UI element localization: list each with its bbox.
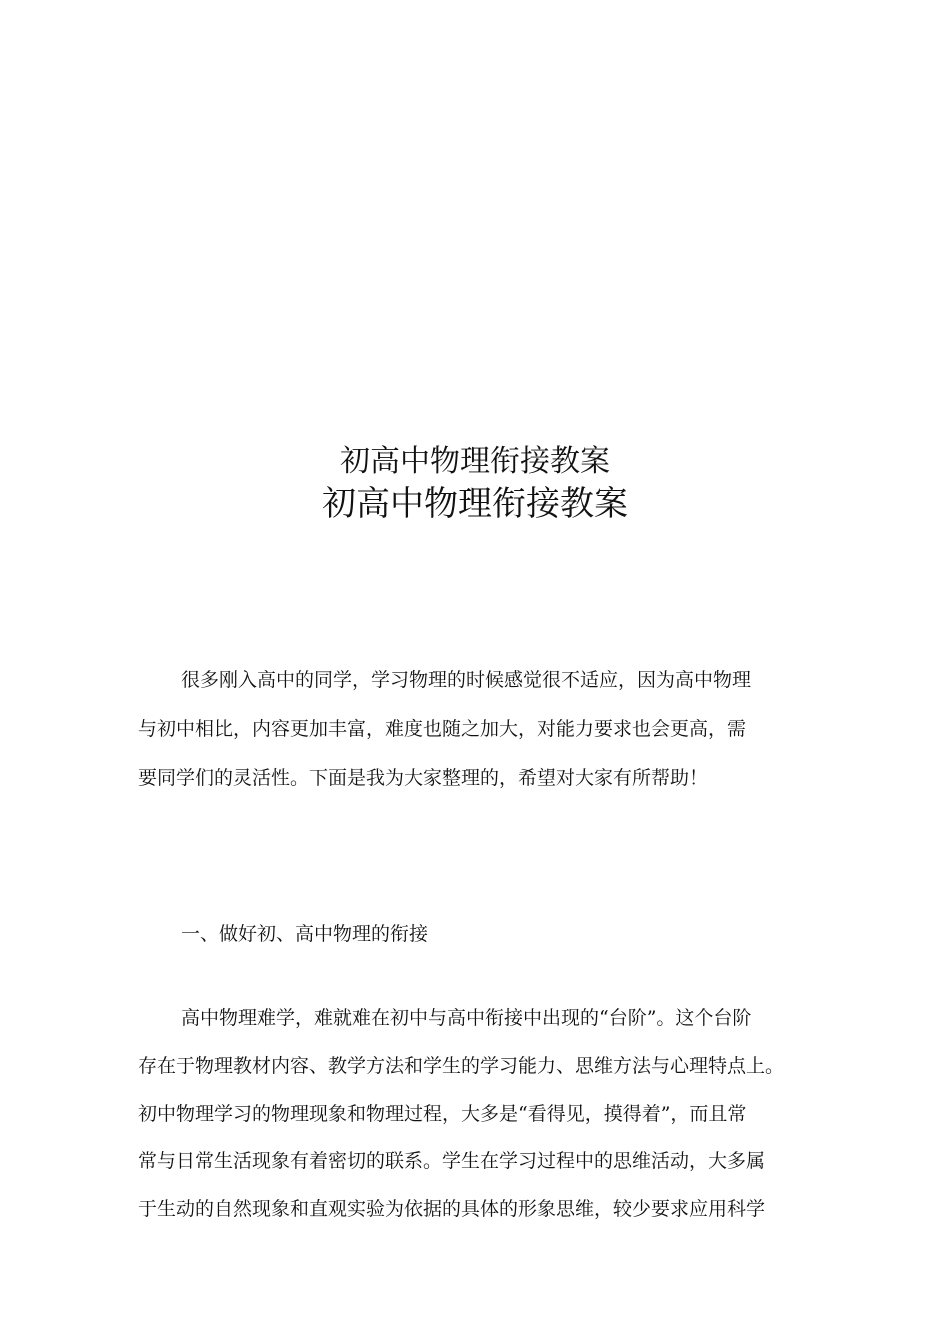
body-line-3: 初中物理学习的物理现象和物理过程，大多是“看得见，摸得着”，而且常 xyxy=(138,1103,747,1125)
body-line-5: 于生动的自然现象和直观实验为依据的具体的形象思维，较少要求应用科学 xyxy=(138,1198,766,1220)
section-heading: 一、做好初、高中物理的衔接 xyxy=(181,923,429,945)
intro-line-1: 很多刚入高中的同学，学习物理的时候感觉很不适应，因为高中物理 xyxy=(181,669,752,691)
intro-line-2: 与初中相比，内容更加丰富，难度也随之加大，对能力要求也会更高，需 xyxy=(138,718,747,740)
document-title-large: 初高中物理衔接教案 xyxy=(322,484,628,524)
document-title: 初高中物理衔接教案 xyxy=(340,444,610,479)
body-line-2: 存在于物理教材内容、教学方法和学生的学习能力、思维方法与心理特点上。 xyxy=(138,1055,785,1077)
body-line-1: 高中物理难学，难就难在初中与高中衔接中出现的“台阶”。这个台阶 xyxy=(181,1007,752,1029)
intro-line-3: 要同学们的灵活性。下面是我为大家整理的，希望对大家有所帮助！ xyxy=(138,767,709,789)
body-line-4: 常与日常生活现象有着密切的联系。学生在学习过程中的思维活动，大多属 xyxy=(138,1150,766,1172)
